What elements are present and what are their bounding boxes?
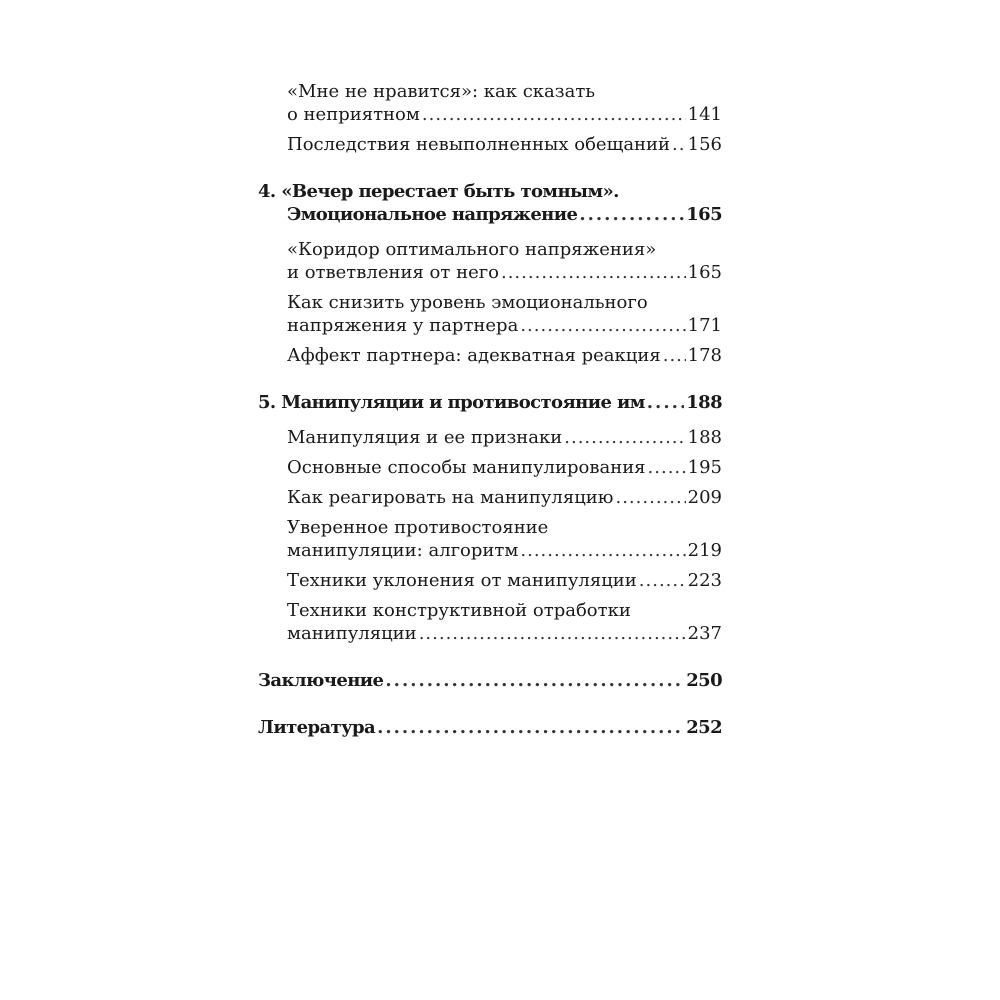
dot-leader: [377, 716, 684, 739]
toc-chapter-title: Заключение: [258, 670, 384, 691]
toc-entry-confident-resistance: [287, 516, 722, 562]
toc-chapter-title-cont: Эмоциональное напряжение: [287, 204, 578, 225]
toc-page-number: 223: [687, 570, 722, 591]
dot-leader: [385, 669, 684, 692]
toc-literature: [258, 716, 722, 739]
toc-entry-title: Как снизить уровень эмоционального: [287, 292, 648, 313]
table-of-contents: [258, 80, 722, 739]
toc-entry-title: «Мне не нравится»: как сказать: [287, 81, 596, 102]
toc-entry-manipulation-methods: [287, 456, 722, 479]
toc-entry-reduce-tension: [287, 291, 722, 337]
dot-leader: [520, 314, 685, 337]
toc-entry-react: [287, 486, 722, 509]
toc-conclusion: [258, 669, 722, 692]
toc-entry-title: Как реагировать на манипуляцию: [287, 487, 614, 508]
dot-leader: [520, 539, 685, 562]
toc-entry-title: Техники конструктивной отработки: [287, 600, 631, 621]
toc-page-number: 165: [686, 204, 722, 225]
toc-page-number: 195: [687, 457, 722, 478]
dot-leader: [672, 133, 686, 156]
toc-entry-title-cont: и ответвления от него: [287, 262, 499, 283]
dot-leader: [647, 391, 684, 414]
toc-entry-title: «Коридор оптимального напряжения»: [287, 239, 657, 260]
dot-leader: [419, 622, 686, 645]
toc-page-number: 178: [687, 345, 722, 366]
toc-page-number: 219: [687, 540, 722, 561]
toc-chapter-title: 5. Манипуляции и противостояние им: [258, 392, 645, 413]
toc-entry-title: Манипуляция и ее признаки: [287, 427, 563, 448]
toc-entry-title-cont: манипуляции: алгоритм: [287, 540, 519, 561]
toc-page-number: 250: [686, 670, 722, 691]
toc-entry-promises: [287, 133, 722, 156]
dot-leader: [639, 569, 686, 592]
toc-entry-title: Уверенное противостояние: [287, 517, 549, 538]
toc-entry-title: Аффект партнера: адекватная реакция: [287, 345, 661, 366]
toc-chapter-5: [258, 391, 722, 414]
toc-chapter-4: [258, 180, 722, 226]
toc-entry-title: Основные способы манипулирования: [287, 457, 646, 478]
toc-page-number: 141: [687, 104, 722, 125]
dot-leader: [501, 261, 686, 284]
toc-page-number: 209: [687, 487, 722, 508]
toc-entry-title: Техники уклонения от манипуляции: [287, 570, 637, 591]
toc-entry-title-cont: напряжения у партнера: [287, 315, 519, 336]
dot-leader: [648, 456, 686, 479]
toc-entry-unpleasant: [287, 80, 722, 126]
toc-page-number: 156: [687, 134, 722, 155]
dot-leader: [564, 426, 685, 449]
toc-page-number: 252: [686, 717, 722, 738]
toc-page-number: 165: [687, 262, 722, 283]
dot-leader: [663, 344, 686, 367]
toc-entry-manipulation-signs: [287, 426, 722, 449]
dot-leader: [422, 103, 686, 126]
toc-page-number: 171: [687, 315, 722, 336]
toc-page-number: 188: [687, 427, 722, 448]
toc-entry-title: Последствия невыполненных обещаний: [287, 134, 671, 155]
toc-entry-corridor: [287, 238, 722, 284]
toc-chapter-title: 4. «Вечер перестает быть томным».: [258, 181, 619, 202]
dot-leader: [579, 203, 684, 226]
toc-entry-constructive: [287, 599, 722, 645]
toc-page-number: 188: [686, 392, 722, 413]
toc-page-number: 237: [687, 623, 722, 644]
toc-entry-evasion: [287, 569, 722, 592]
toc-entry-title-cont: манипуляции: [287, 623, 417, 644]
toc-chapter-title: Литература: [258, 717, 376, 738]
toc-entry-affect: [287, 344, 722, 367]
dot-leader: [615, 486, 685, 509]
toc-entry-title-cont: о неприятном: [287, 104, 420, 125]
